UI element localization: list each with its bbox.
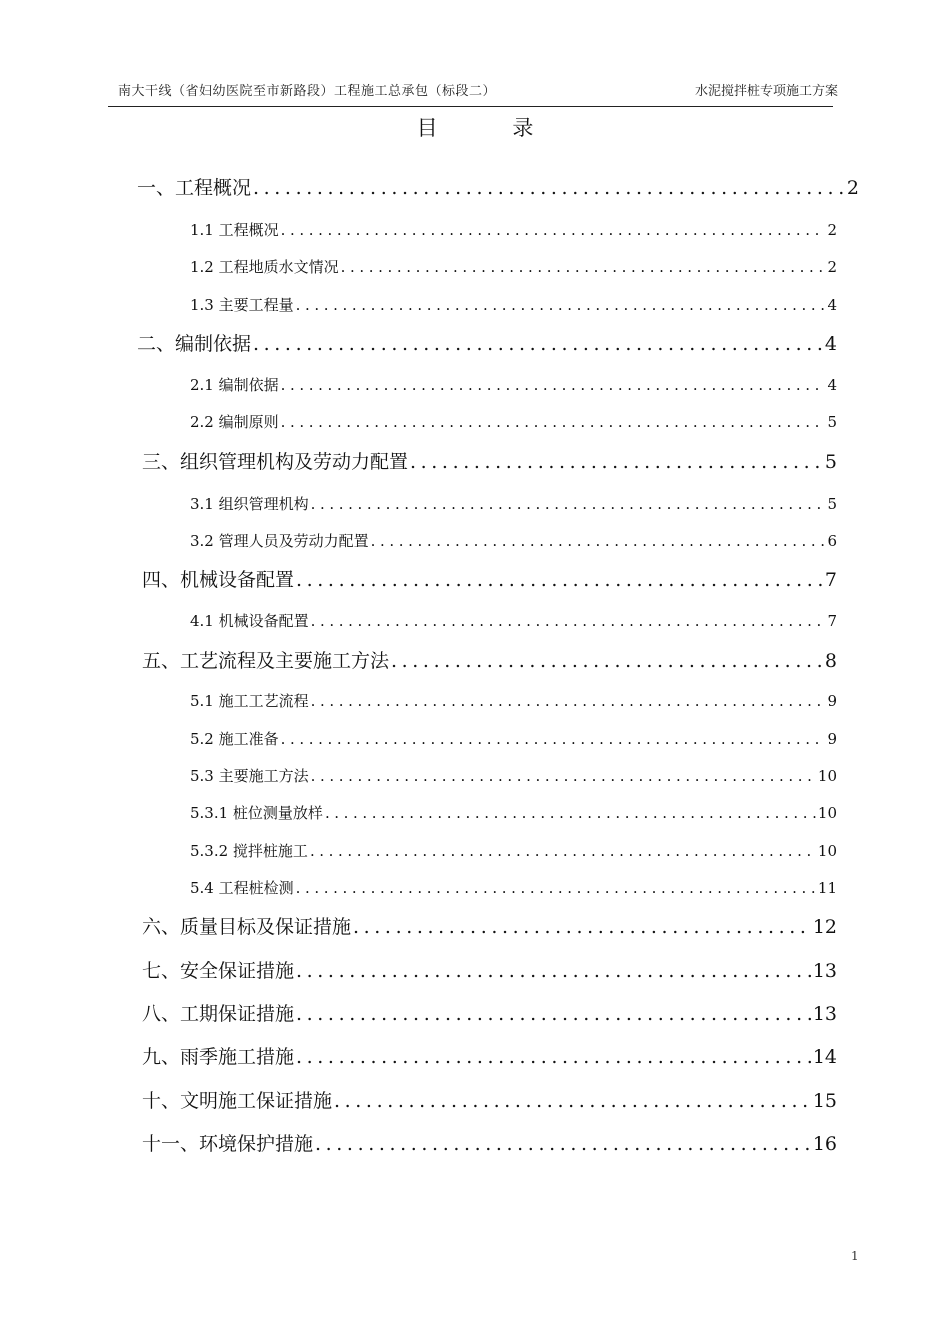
toc-dot-leader	[311, 767, 816, 785]
toc-entry-page: 15	[812, 1090, 837, 1112]
toc-entry[interactable]	[190, 530, 837, 551]
toc-entry[interactable]	[190, 374, 837, 395]
toc-dot-leader	[281, 730, 826, 748]
toc-entry-page: 4	[827, 376, 837, 394]
toc-entry-page: 5	[827, 495, 837, 513]
toc-dot-leader	[391, 650, 823, 672]
toc-entry[interactable]	[142, 956, 837, 983]
toc-title: 目 录	[416, 116, 568, 140]
toc-entry-page: 4	[824, 333, 837, 355]
toc-entry-label: 5.2 施工准备	[190, 730, 279, 748]
toc-entry-page: 16	[812, 1133, 837, 1155]
toc-entry[interactable]	[142, 999, 837, 1026]
toc-entry-label: 5.4 工程桩检测	[190, 879, 294, 897]
toc-entry-page: 13	[812, 960, 837, 982]
toc-entry-page: 13	[812, 1003, 837, 1025]
toc-entry-page: 2	[827, 258, 837, 276]
toc-entry-label: 四、机械设备配置	[142, 569, 295, 591]
toc-dot-leader	[341, 258, 826, 276]
toc-dot-leader	[253, 333, 823, 355]
toc-entry-label: 5.1 施工工艺流程	[190, 692, 309, 710]
toc-entry-label: 5.3.1 桩位测量放样	[190, 804, 323, 822]
toc-entry-label: 五、工艺流程及主要施工方法	[142, 650, 390, 672]
toc-entry-page: 8	[824, 650, 837, 672]
toc-entry-page: 10	[817, 767, 837, 785]
toc-entry-page: 12	[812, 916, 837, 938]
toc-dot-leader	[311, 692, 826, 710]
toc-entry-page: 7	[824, 569, 837, 591]
toc-entry[interactable]	[190, 690, 837, 711]
toc-entry-label: 5.3.2 搅拌桩施工	[190, 842, 308, 860]
toc-entry[interactable]	[190, 256, 837, 277]
toc-entry-label: 4.1 机械设备配置	[190, 612, 309, 630]
toc-entry-page: 7	[827, 612, 837, 630]
toc-entry[interactable]	[190, 294, 837, 315]
header-divider	[108, 106, 833, 107]
toc-entry-page: 9	[827, 692, 837, 710]
toc-dot-leader	[410, 451, 823, 473]
toc-entry[interactable]	[142, 447, 837, 474]
toc-entry[interactable]	[190, 493, 837, 514]
toc-dot-leader	[311, 612, 826, 630]
toc-entry-label: 5.3 主要施工方法	[190, 767, 309, 785]
toc-entry-page: 4	[827, 296, 837, 314]
toc-dot-leader	[253, 177, 845, 199]
toc-entry[interactable]	[190, 765, 837, 786]
toc-entry-label: 十、文明施工保证措施	[142, 1090, 333, 1112]
toc-dot-leader	[310, 842, 816, 860]
toc-entry-page: 5	[824, 451, 837, 473]
toc-entry[interactable]	[190, 411, 837, 432]
toc-entry-label: 一、工程概况	[137, 177, 252, 199]
page-number: 1	[851, 1249, 859, 1263]
toc-entry-label: 1.1 工程概况	[190, 221, 279, 239]
toc-entry[interactable]	[137, 173, 859, 200]
toc-entry-label: 九、雨季施工措施	[142, 1046, 295, 1068]
toc-entry[interactable]	[190, 877, 837, 898]
toc-entry-page: 10	[817, 804, 837, 822]
toc-entry[interactable]	[142, 1129, 837, 1156]
toc-entry-page: 5	[827, 413, 837, 431]
toc-dot-leader	[281, 221, 826, 239]
header-document-title: 水泥搅拌桩专项施工方案	[694, 84, 838, 99]
toc-dot-leader	[353, 916, 811, 938]
toc-entry-label: 三、组织管理机构及劳动力配置	[142, 451, 409, 473]
toc-entry-label: 2.2 编制原则	[190, 413, 279, 431]
toc-entry-label: 七、安全保证措施	[142, 960, 295, 982]
toc-entry-label: 1.2 工程地质水文情况	[190, 258, 339, 276]
toc-entry-label: 十一、环境保护措施	[142, 1133, 314, 1155]
toc-entry-page: 2	[846, 177, 859, 199]
toc-entry[interactable]	[190, 219, 837, 240]
toc-dot-leader	[334, 1090, 811, 1112]
toc-entry-label: 2.1 编制依据	[190, 376, 279, 394]
toc-entry[interactable]	[190, 728, 837, 749]
toc-entry[interactable]	[142, 912, 837, 939]
toc-entry[interactable]	[137, 329, 837, 356]
toc-entry-label: 3.2 管理人员及劳动力配置	[190, 532, 369, 550]
toc-dot-leader	[296, 879, 816, 897]
toc-entry-label: 1.3 主要工程量	[190, 296, 294, 314]
toc-entry-page: 14	[812, 1046, 837, 1068]
toc-dot-leader	[296, 569, 823, 591]
toc-dot-leader	[281, 413, 826, 431]
toc-dot-leader	[325, 804, 816, 822]
toc-dot-leader	[315, 1133, 811, 1155]
toc-entry-label: 八、工期保证措施	[142, 1003, 295, 1025]
toc-entry[interactable]	[142, 565, 837, 592]
toc-entry-page: 9	[827, 730, 837, 748]
toc-dot-leader	[371, 532, 826, 550]
header-project-name: 南大干线（省妇幼医院至市新路段）工程施工总承包（标段二）	[118, 84, 497, 99]
toc-entry-page: 2	[827, 221, 837, 239]
toc-dot-leader	[296, 296, 826, 314]
toc-dot-leader	[281, 376, 826, 394]
toc-dot-leader	[296, 1046, 811, 1068]
toc-entry-page: 6	[827, 532, 837, 550]
toc-dot-leader	[296, 960, 811, 982]
toc-entry[interactable]	[142, 1086, 837, 1113]
toc-entry-label: 二、编制依据	[137, 333, 252, 355]
toc-entry[interactable]	[142, 646, 837, 673]
toc-entry[interactable]	[142, 1042, 837, 1069]
toc-dot-leader	[311, 495, 826, 513]
toc-entry[interactable]	[190, 840, 837, 861]
toc-entry[interactable]	[190, 802, 837, 823]
toc-entry-label: 六、质量目标及保证措施	[142, 916, 352, 938]
toc-entry-page: 11	[817, 879, 837, 897]
toc-dot-leader	[296, 1003, 811, 1025]
toc-entry-label: 3.1 组织管理机构	[190, 495, 309, 513]
toc-entry-page: 10	[817, 842, 837, 860]
toc-entry[interactable]	[190, 610, 837, 631]
